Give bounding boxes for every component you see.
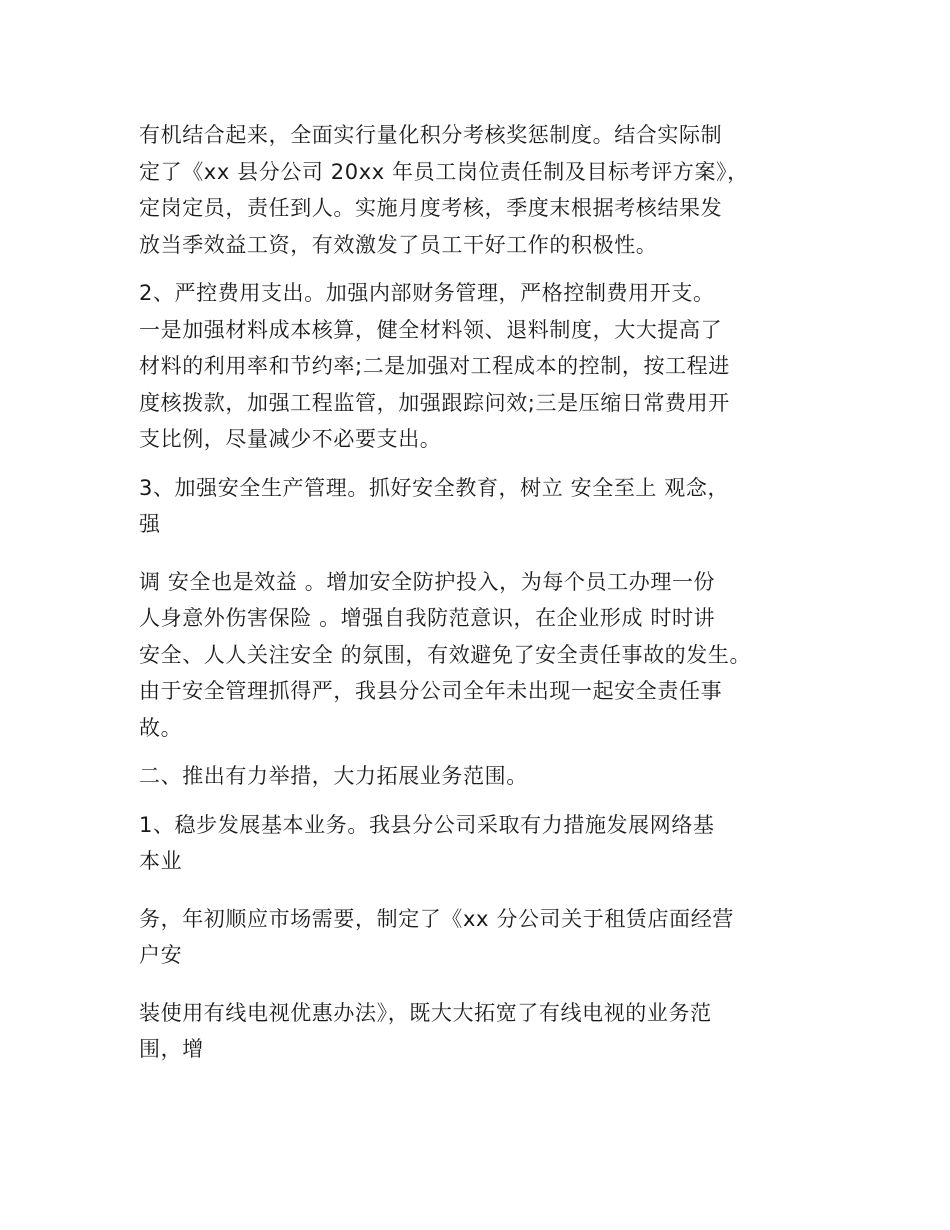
paragraph-safety-management: [139, 470, 839, 543]
section-heading-business-expansion: [139, 758, 839, 795]
paragraph-cable-tv-offer: [139, 995, 839, 1068]
paragraph-market-measures: [139, 901, 839, 974]
text-line: 二、推出有力举措，大力拓展业务范围。: [139, 764, 528, 788]
paragraph-safety-benefit: [139, 564, 839, 747]
text-line: 户安: [139, 943, 183, 967]
text-line: 务，年初顺应市场需要，制定了《xx 分公司关于租赁店面经营: [139, 906, 734, 931]
text-line: 定了《xx 县分公司 20xx 年员工岗位责任制及目标考评方案》，: [139, 159, 749, 184]
text-line: 1、稳步发展基本业务。我县分公司采取有力措施发展网络基: [139, 812, 715, 837]
paragraph-basic-business: [139, 807, 839, 880]
text-line: 支比例，尽量减少不必要支出。: [139, 427, 442, 451]
document-body: [139, 117, 839, 1068]
text-line: 本业: [139, 849, 183, 873]
text-line: 围，增: [139, 1037, 204, 1061]
text-line: 装使用有线电视优惠办法》，既大大拓宽了有线电视的业务范: [139, 1000, 712, 1025]
text-line: 故。: [139, 715, 183, 740]
text-line: 强: [139, 512, 161, 536]
text-line: 2、严控费用支出。加强内部财务管理，严格控制费用开支。: [139, 281, 715, 305]
text-line: 3、加强安全生产管理。抓好安全教育，树立 安全至上 观念，: [139, 475, 730, 500]
text-line: 材料的利用率和节约率;二是加强对工程成本的控制，按工程进: [139, 354, 730, 378]
text-line: 放当季效益工资，有效激发了员工干好工作的积极性。: [139, 232, 658, 257]
text-line: 度核拨款，加强工程监管，加强跟踪问效;三是压缩日常费用开: [139, 390, 730, 415]
text-line: 人身意外伤害保险 。增强自我防范意识，在企业形成 时时讲: [139, 606, 716, 630]
text-line: 安全、人人关注安全 的氛围，有效避免了安全责任事故的发生。: [139, 642, 752, 667]
text-line: 调 安全也是效益 。增加安全防护投入，为每个员工办理一份: [139, 569, 716, 594]
text-line: 由于安全管理抓得严，我县分公司全年未出现一起安全责任事: [139, 679, 723, 703]
paragraph-cost-control: [139, 275, 839, 458]
text-line: 一是加强材料成本核算，健全材料领、退料制度，大大提高了: [139, 317, 723, 342]
paragraph-assessment-system: [139, 117, 839, 263]
text-line: 定岗定员，责任到人。实施月度考核，季度末根据考核结果发: [139, 196, 723, 220]
text-line: 有机结合起来，全面实行量化积分考核奖惩制度。结合实际制: [139, 123, 723, 147]
